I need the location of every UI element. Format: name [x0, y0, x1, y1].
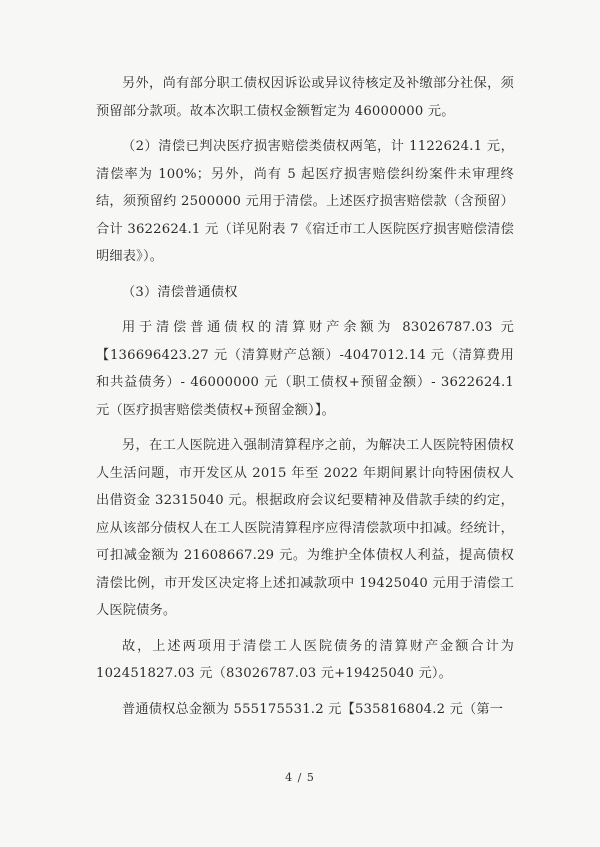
section-heading-ordinary-claims: （3）清偿普通债权: [122, 284, 238, 300]
paragraph-ordinary-claims-balance: 用于清偿普通债权的清算财产余额为 83026787.03 元【136696423.27 元（清算财产总额）-4047012.14 元（清算费用和共益债务）- 46000000 元（职工债权+预留金额）- 3622624.1 元（医疗损害赔偿类债权+预留金额）】。: [96, 320, 514, 418]
paragraph-total-liquidation-assets: 故，上述两项用于清偿工人医院债务的清算财产金额合计为 102451827.03 元（83026787.03 元+19425040 元）。: [96, 638, 514, 681]
paragraph-employee-claims-reserve: 另外，尚有部分职工债权因诉讼或异议待核定及补缴部分社保，须预留部分款项。故本次职工债权金额暂定为 46000000 元。: [96, 76, 514, 119]
paragraph-medical-damage-claims: （2）清偿已判决医疗损害赔偿类债权两笔，计 1122624.1 元，清偿率为 100%；另外，尚有 5 起医疗损害赔偿纠纷案件未审理终结，须预留约 2500000 元用于清偿。上述医疗损害赔偿款（含预留）合计 3622624.1 元（详见附表 7《宿迁市工人医院医疗损害赔偿清偿明细表》）。: [96, 139, 514, 264]
paragraph-development-zone-loans: 另，在工人医院进入强制清算程序之前，为解决工人医院特困债权人生活问题，市开发区从 2015 年至 2022 年期间累计向特困债权人出借资金 32315040 元。根据政府会议纪要精神及借款手续的约定，应从该部分债权人在工人医院清算程序应得清偿款项中扣减。经统计，可扣减金额为 21608667.29 元。为维护全体债权人利益，提高债权清偿比例，市开发区决定将上述扣减款项中 19425040 元用于清偿工人医院债务。: [96, 438, 514, 618]
paragraph-ordinary-claims-total: 普通债权总金额为 555175531.2 元【535816804.2 元（第一: [122, 701, 504, 717]
document-body: [96, 70, 514, 723]
page-number: 4 / 5: [285, 771, 315, 784]
